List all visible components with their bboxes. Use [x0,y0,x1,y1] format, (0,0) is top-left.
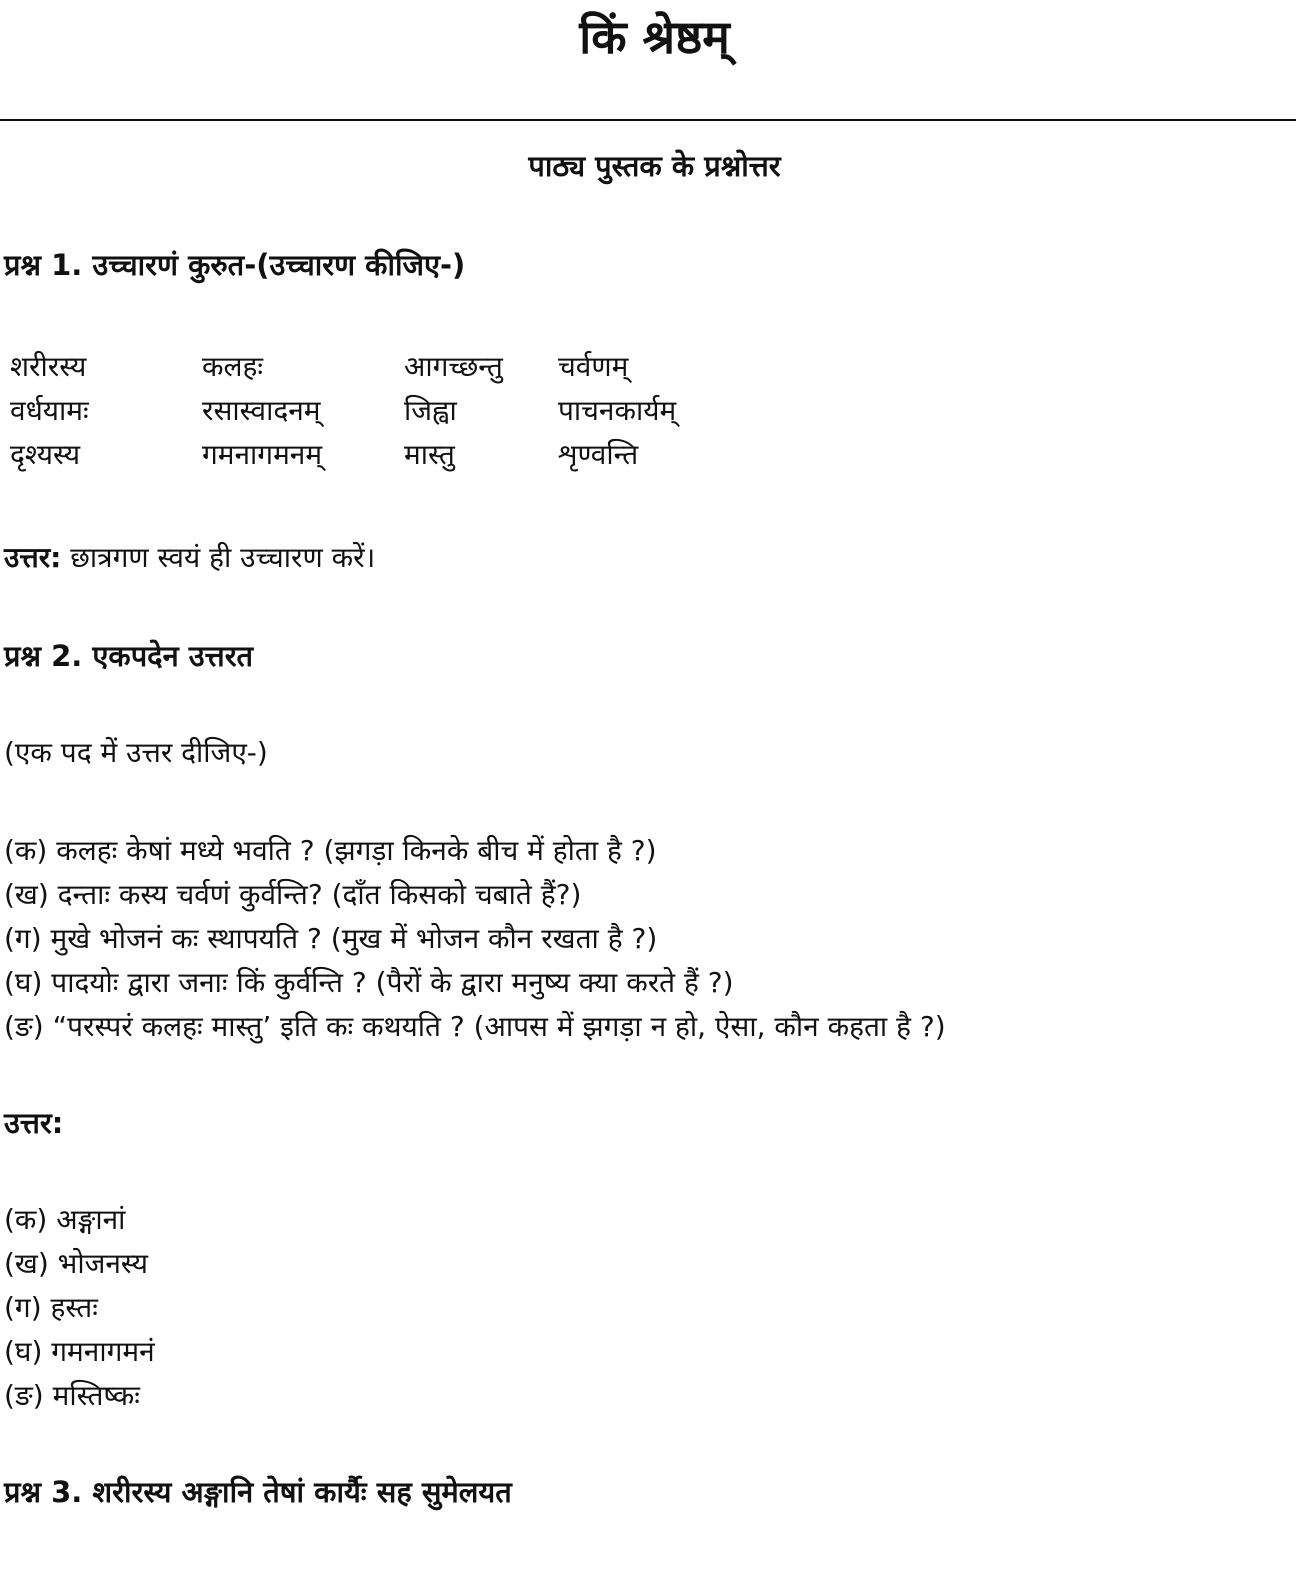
word: कलहः [202,350,264,383]
list-item: (ख) दन्ताः कस्य चर्वणं कुर्वन्ति? (दाँत किसको चबाते हैं?) [4,878,582,911]
word: वर्धयामः [10,394,89,427]
list-item: (ग) मुखे भोजनं कः स्थापयति ? (मुख में भोजन कौन रखता है ?) [4,922,658,955]
list-item: (क) अङ्गानां [4,1203,126,1236]
word: शरीरस्य [10,350,87,383]
question-2-answer-label: उत्तर: [4,1106,64,1140]
question-3-heading: प्रश्न 3. शरीरस्य अङ्गानि तेषां कार्यैः सह सुमेलयत [4,1475,512,1509]
word: पाचनकार्यम् [558,394,677,427]
section-subtitle: पाठ्य पुस्तक के प्रश्नोत्तर [528,149,781,183]
word: रसास्वादनम् [202,394,321,427]
page-title: किं श्रेष्ठम् [579,10,730,64]
word: दृश्यस्य [10,438,81,471]
list-item: (घ) पादयोः द्वारा जनाः किं कुर्वन्ति ? (पैरों के द्वारा मनुष्य क्या करते हैं ?) [4,966,734,999]
list-item: (क) कलहः केषां मध्ये भवति ? (झगड़ा किनके बीच में होता है ?) [4,834,657,867]
title-divider [0,119,1296,121]
question-2-instruction: (एक पद में उत्तर दीजिए-) [4,736,268,769]
answer-label: उत्तर: [4,541,62,574]
question-1-answer [4,536,375,580]
word: आगच्छन्तु [404,350,503,383]
word: चर्वणम् [558,350,629,383]
question-2-answers [4,1198,155,1418]
word: मास्तु [404,438,455,471]
word: गमनागमनम् [202,438,323,471]
list-item: (ग) हस्तः [4,1291,98,1324]
list-item: (घ) गमनागमनं [4,1335,155,1368]
list-item: (ङ) “परस्परं कलहः मास्तु’ इति कः कथयति ? (आपस में झगड़ा न हो, ऐसा, कौन कहता है ?) [4,1010,946,1043]
list-item: (ख) भोजनस्य [4,1247,149,1280]
word: शृण्वन्ति [558,438,639,471]
word: जिह्वा [404,394,457,427]
question-2-list [4,829,946,1049]
question-2-heading: प्रश्न 2. एकपदेन उत्तरत [4,639,254,673]
list-item: (ङ) मस्तिष्कः [4,1379,140,1412]
question-1-heading: प्रश्न 1. उच्चारणं कुरुत-(उच्चारण कीजिए-) [4,248,466,282]
answer-text: छात्रगण स्वयं ही उच्चारण करें। [61,541,376,574]
